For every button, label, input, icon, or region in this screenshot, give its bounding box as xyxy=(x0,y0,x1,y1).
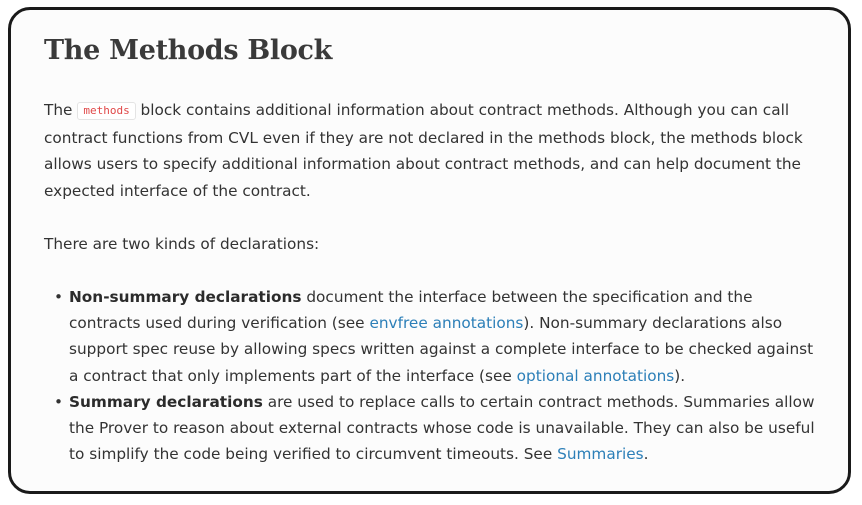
non-summary-text-3: ). xyxy=(674,366,686,385)
section-heading: The Methods Block xyxy=(44,35,333,66)
non-summary-text-1: document the interface between the specification and the contracts used during verification (see xyxy=(69,288,753,333)
optional-annotations-link[interactable]: optional annotations xyxy=(516,366,675,385)
non-summary-term: Non-summary declarations xyxy=(69,288,302,307)
summaries-link[interactable]: Summaries xyxy=(557,445,644,464)
list-item-non-summary xyxy=(54,284,824,389)
kinds-paragraph: There are two kinds of declarations: xyxy=(44,234,320,253)
intro-paragraph xyxy=(44,97,824,204)
summary-text-2: . xyxy=(643,445,649,464)
intro-text-start: The xyxy=(44,101,78,119)
list-item-summary xyxy=(54,389,824,468)
summary-term: Summary declarations xyxy=(69,392,263,411)
envfree-annotations-link[interactable]: envfree annotations xyxy=(369,314,524,333)
bullet-icon: • xyxy=(54,288,64,307)
declarations-list xyxy=(44,284,824,467)
methods-block-section xyxy=(44,32,824,467)
methods-inline-code: methods xyxy=(77,102,135,120)
bullet-icon: • xyxy=(54,392,64,411)
intro-text-rest: block contains additional information about contract methods. Although you can call contract functions from CVL even if they are not declared in the methods block, the methods block allows users to specify additional information about contract methods, and can help document the expected interface of the contract. xyxy=(44,101,803,200)
content-panel xyxy=(8,7,851,494)
summary-text-1: are used to replace calls to certain contract methods. Summaries allow the Prover to reason about external contracts whose code is unavailable. They can also be useful to simplify the code being verified to circumvent timeouts. See xyxy=(69,392,815,464)
non-summary-text-2: ). Non-summary declarations also support spec reuse by allowing specs written against a complete interface to be checked against a contract that only implements part of the interface (see xyxy=(69,314,814,385)
